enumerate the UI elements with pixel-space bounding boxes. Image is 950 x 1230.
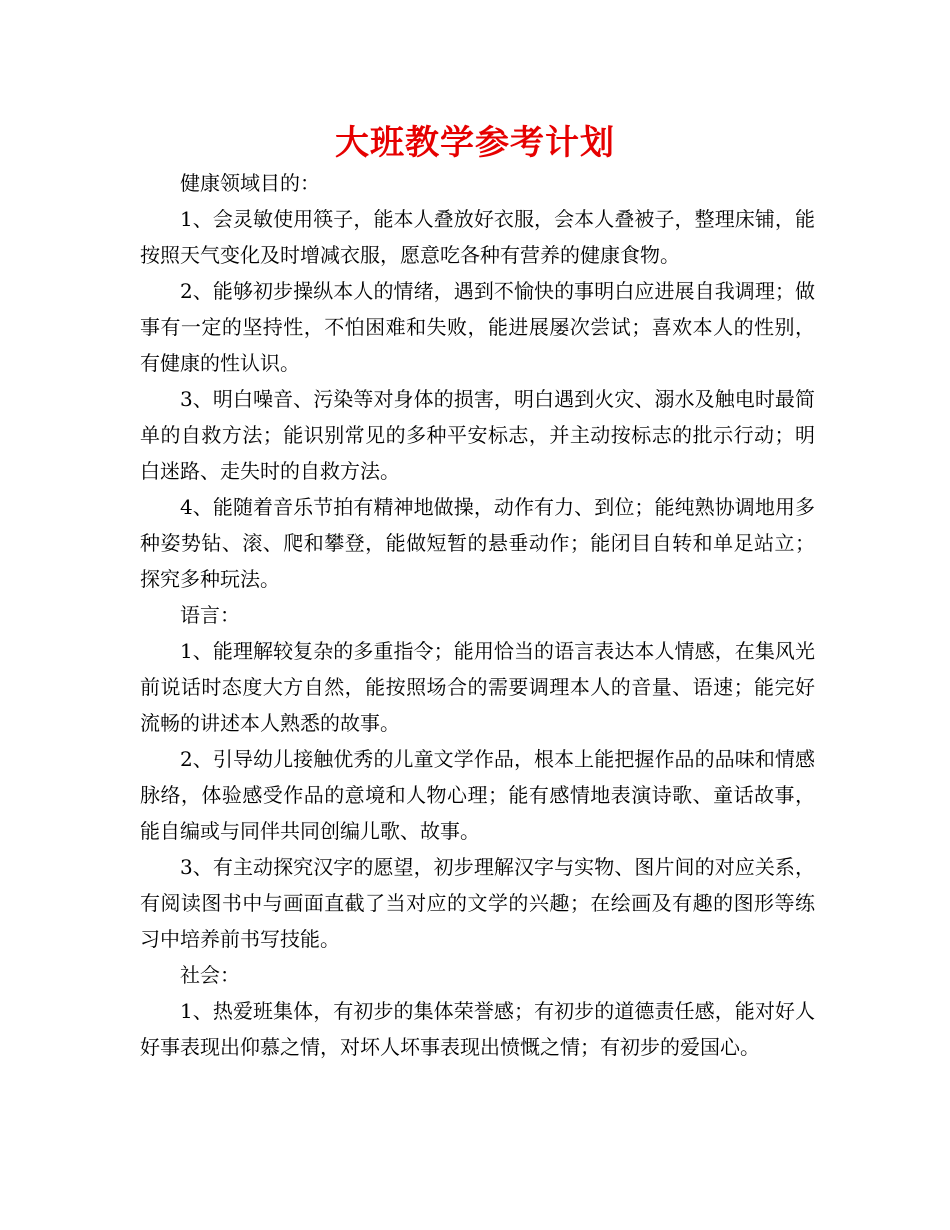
paragraph-health-1: 1、会灵敏使用筷子，能本人叠放好衣服，会本人叠被子，整理床铺，能按照天气变化及时增减衣服，愿意吃各种有营养的健康食物。 bbox=[140, 207, 815, 267]
paragraph-language-2: 2、引导幼儿接触优秀的儿童文学作品，根本上能把握作品的品味和情感脉络，体验感受作品的意境和人物心理；能有感情地表演诗歌、童话故事，能自编或与同伴共同创编儿歌、故事。 bbox=[140, 747, 815, 843]
paragraph-language-1: 1、能理解较复杂的多重指令；能用恰当的语言表达本人情感，在集风光前说话时态度大方自然，能按照场合的需要调理本人的音量、语速；能完好流畅的讲述本人熟悉的故事。 bbox=[140, 639, 815, 735]
paragraph-society-1: 1、热爱班集体，有初步的集体荣誉感；有初步的道德责任感，能对好人好事表现出仰慕之情，对坏人坏事表现出愤慨之情；有初步的爱国心。 bbox=[140, 999, 815, 1059]
section-heading-health: 健康领域目的： bbox=[180, 171, 320, 195]
paragraph-health-2: 2、能够初步操纵本人的情绪，遇到不愉快的事明白应进展自我调理；做事有一定的坚持性，不怕困难和失败，能进展屡次尝试；喜欢本人的性别，有健康的性认识。 bbox=[140, 279, 815, 375]
paragraph-language-3: 3、有主动探究汉字的愿望，初步理解汉字与实物、图片间的对应关系，有阅读图书中与画面直截了当对应的文学的兴趣；在绘画及有趣的图形等练习中培养前书写技能。 bbox=[140, 855, 815, 951]
section-heading-society: 社会： bbox=[180, 963, 240, 987]
section-heading-language: 语言： bbox=[180, 603, 240, 627]
document-body bbox=[140, 165, 815, 1065]
paragraph-health-4: 4、能随着音乐节拍有精神地做操，动作有力、到位；能纯熟协调地用多种姿势钻、滚、爬和攀登，能做短暂的悬垂动作；能闭目自转和单足站立；探究多种玩法。 bbox=[140, 495, 815, 591]
document-title: 大班教学参考计划 bbox=[335, 123, 615, 163]
paragraph-health-3: 3、明白噪音、污染等对身体的损害，明白遇到火灾、溺水及触电时最简单的自救方法；能识别常见的多种平安标志，并主动按标志的批示行动；明白迷路、走失时的自救方法。 bbox=[140, 387, 815, 483]
